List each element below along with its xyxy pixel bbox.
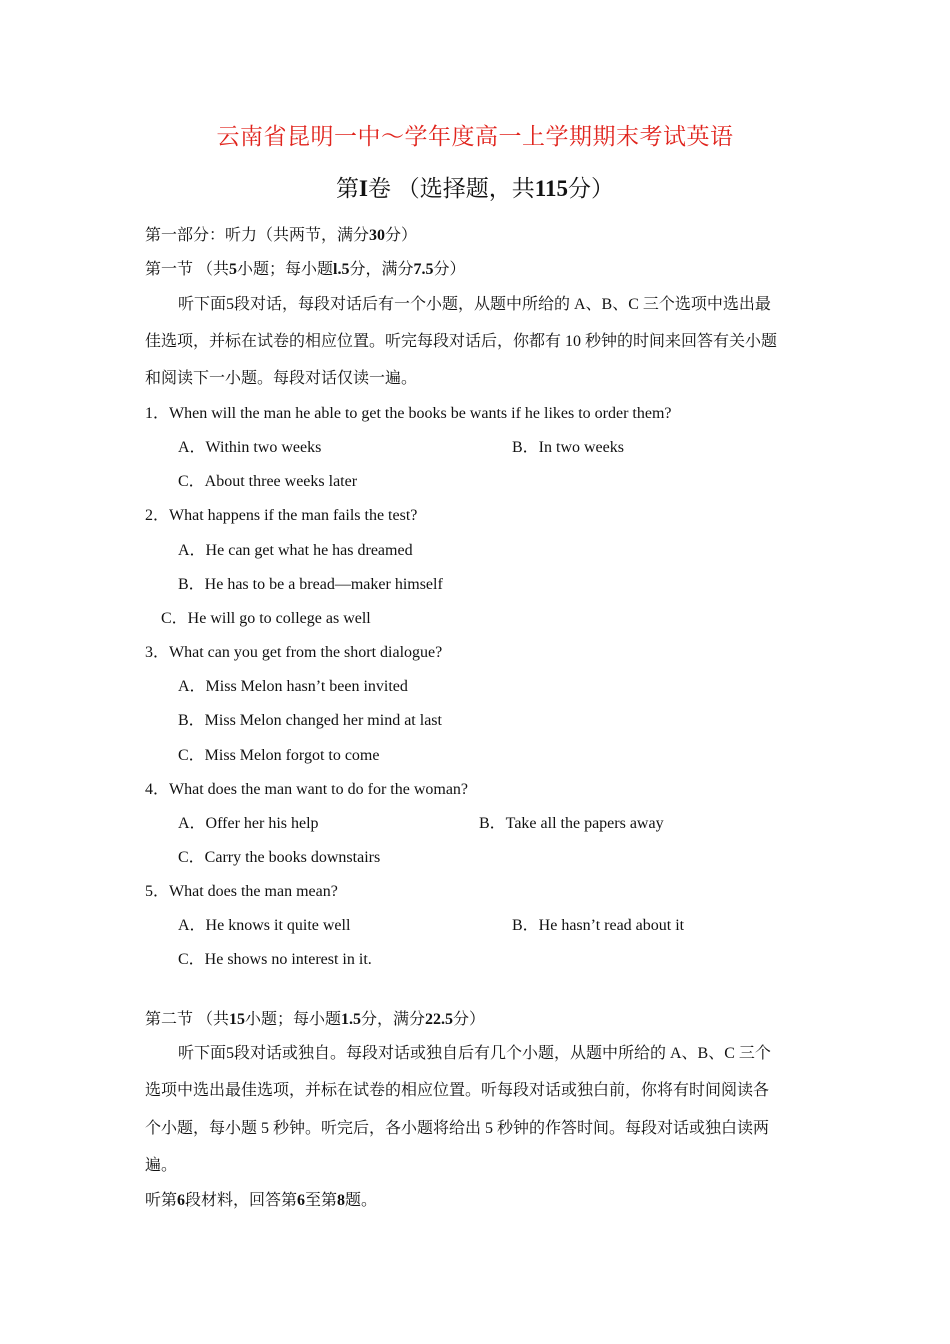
material6-mid1: 段材料，回答第	[185, 1192, 298, 1209]
q2-option-a: A．He can get what he has dreamed	[178, 542, 413, 559]
section1-pre: 第一节 （共	[145, 261, 230, 278]
q5-option-a: A．He knows it quite well	[178, 917, 351, 934]
volume-roman: I	[359, 176, 368, 201]
material6-n2: 6	[297, 1192, 306, 1209]
volume-middle: 卷 （选择题，共	[367, 176, 535, 201]
q5-option-c: C．He shows no interest in it.	[178, 951, 372, 968]
section2-each: 1.5	[341, 1011, 362, 1028]
material6-n3: 8	[337, 1192, 346, 1209]
material6-post: 题。	[345, 1192, 378, 1209]
volume-prefix: 第	[336, 176, 360, 201]
q5-option-b: B．He hasn’t read about it	[512, 917, 685, 934]
section2-instruction-line: 遍。	[145, 1157, 178, 1174]
q4-option-a: A．Offer her his help	[178, 815, 319, 832]
section2-heading	[145, 1009, 485, 1031]
volume-suffix: 分）	[567, 176, 614, 201]
q2-option-b: B．He has to be a bread—maker himself	[178, 576, 443, 593]
section2-post: 分）	[453, 1011, 486, 1028]
material6-mid2: 至第	[305, 1192, 338, 1209]
section2-count: 15	[229, 1011, 246, 1028]
question-2: 2．What happens if the man fails the test?	[145, 507, 418, 524]
section2-instruction-line: 个小题，每小题 5 秒钟。听完后，各小题将给出 5 秒钟的作答时间。每段对话或独白读两	[145, 1120, 770, 1137]
section1-heading	[145, 259, 466, 281]
section1-instruction-line: 和阅读下一小题。每段对话仅读一遍。	[145, 370, 418, 387]
section2-pre: 第二节 （共	[145, 1011, 230, 1028]
volume-points: 115	[534, 176, 568, 201]
part1-post: 分）	[385, 227, 418, 244]
material6-n1: 6	[177, 1192, 186, 1209]
material-6-heading	[145, 1190, 377, 1212]
exam-title: 云南省昆明一中～学年度高一上学期期末考试英语	[216, 124, 734, 149]
q1-option-b: B．In two weeks	[512, 439, 624, 456]
section1-post: 分）	[433, 261, 466, 278]
material6-pre: 听第	[145, 1192, 178, 1209]
part1-heading	[145, 225, 417, 247]
volume-heading	[0, 170, 950, 203]
section1-mid1: 小题；每小题	[237, 261, 334, 278]
q1-option-c: C．About three weeks later	[178, 473, 358, 490]
part1-pre: 第一部分：听力（共两节，满分	[145, 227, 370, 244]
section1-count: 5	[229, 261, 238, 278]
question-5: 5．What does the man mean?	[145, 883, 338, 900]
section1-mid2: 分，满分	[349, 261, 414, 278]
q2-option-c: C．He will go to college as well	[161, 610, 371, 627]
q3-option-b: B．Miss Melon changed her mind at last	[178, 712, 442, 729]
section2-mid2: 分，满分	[361, 1011, 426, 1028]
q4-option-c: C．Carry the books downstairs	[178, 849, 381, 866]
question-3: 3．What can you get from the short dialogue?	[145, 644, 443, 661]
q4-option-b: B．Take all the papers away	[479, 815, 664, 832]
section1-instruction-line: 听下面5段对话，每段对话后有一个小题，从题中所给的 A、B、C 三个选项中选出最	[178, 296, 771, 313]
section1-each: l.5	[333, 261, 350, 278]
q3-option-c: C．Miss Melon forgot to come	[178, 747, 380, 764]
section2-mid1: 小题；每小题	[245, 1011, 342, 1028]
q3-option-a: A．Miss Melon hasn’t been invited	[178, 678, 408, 695]
question-1: 1．When will the man he able to get the books be wants if he likes to order them?	[145, 405, 672, 422]
question-4: 4．What does the man want to do for the woman?	[145, 781, 469, 798]
q1-option-a: A．Within two weeks	[178, 439, 322, 456]
section2-instruction-line: 听下面5段对话或独自。每段对话或独自后有几个小题，从题中所给的 A、B、C 三个	[178, 1045, 771, 1062]
section1-total: 7.5	[413, 261, 434, 278]
section1-instruction-line: 佳选项，并标在试卷的相应位置。听完每段对话后，你都有 10 秒钟的时间来回答有关小题	[145, 333, 778, 350]
section2-total: 22.5	[425, 1011, 454, 1028]
section2-instruction-line: 选项中选出最佳选项，并标在试卷的相应位置。听每段对话或独白前，你将有时间阅读各	[145, 1082, 770, 1099]
part1-points: 30	[369, 227, 386, 244]
